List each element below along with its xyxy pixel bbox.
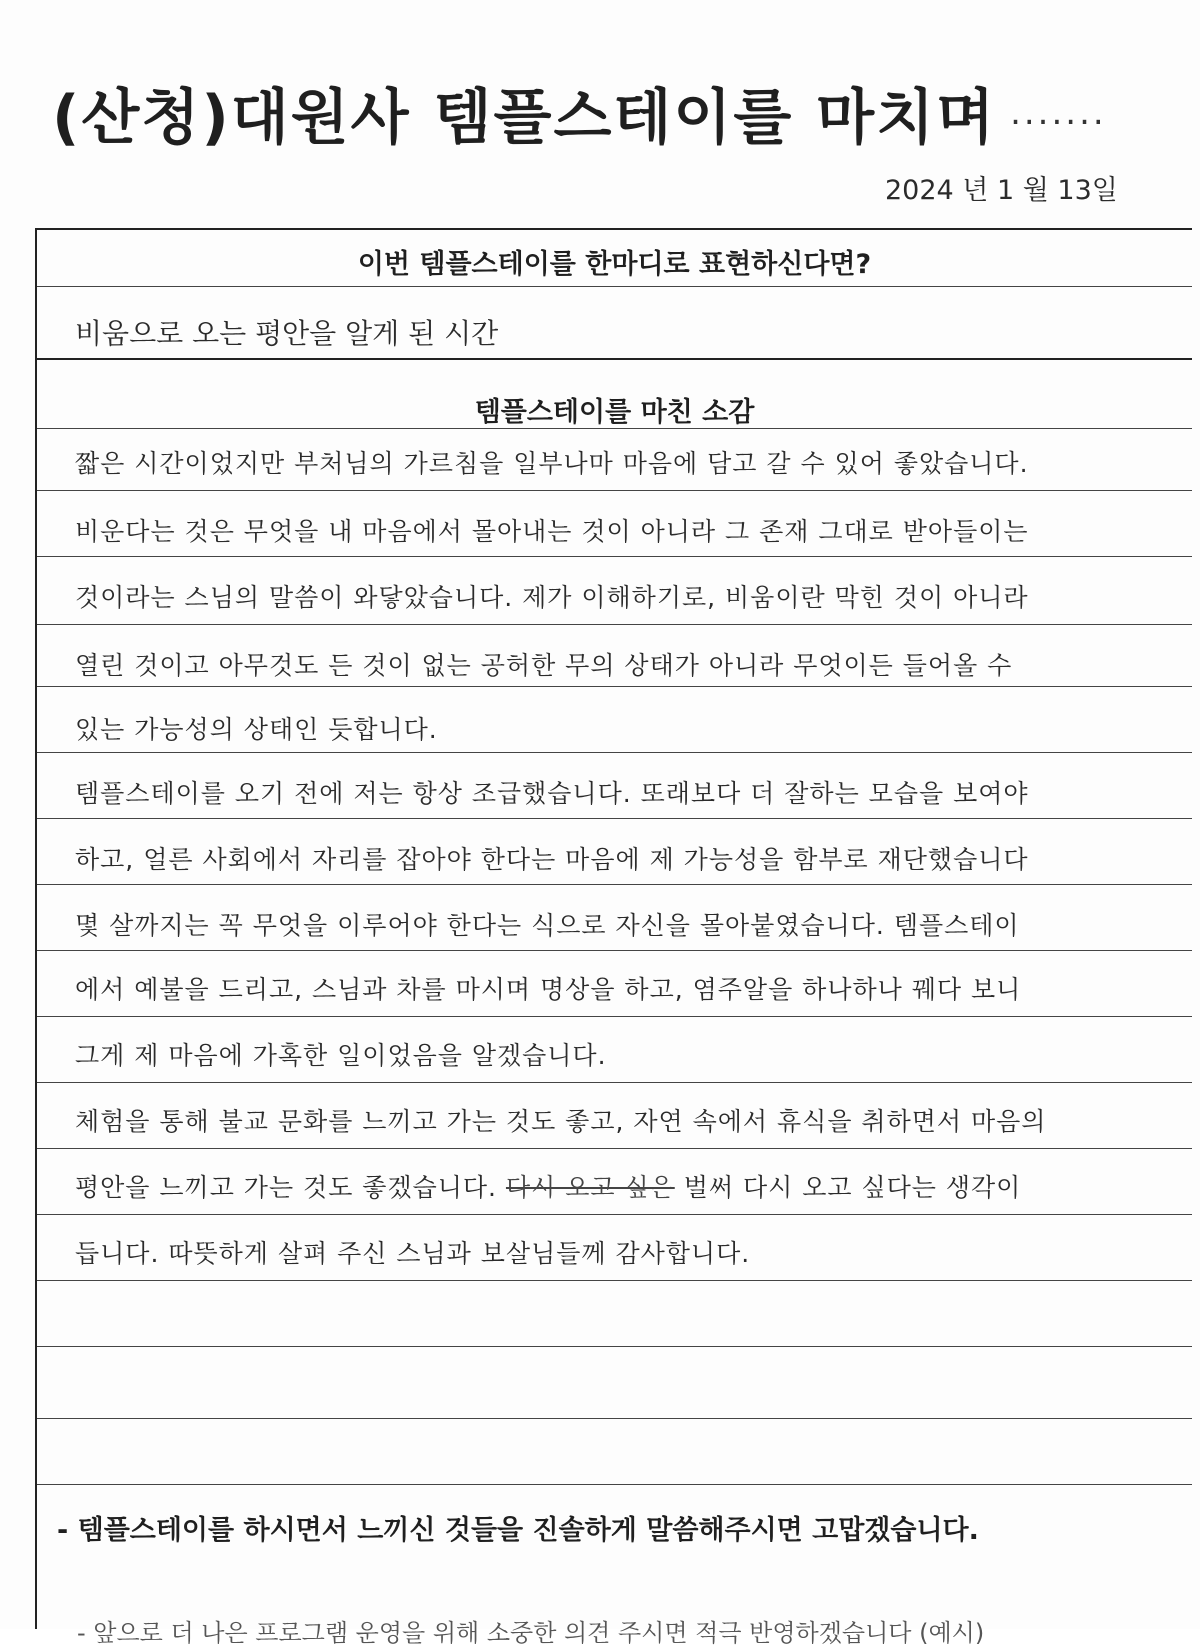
- rule-line: [37, 490, 1192, 491]
- impression-line: 하고, 얼른 사회에서 자리를 잡아야 한다는 마음에 제 가능성을 함부로 재단했습니다: [75, 845, 1029, 874]
- impression-text: 벌써 다시 오고 싶다는 생각이: [683, 1173, 1022, 1202]
- question-header: 이번 템플스테이를 한마디로 표현하신다면?: [357, 248, 872, 280]
- impression-line: 열린 것이고 아무것도 든 것이 없는 공허한 무의 상태가 아니라 무엇이든 들어올 수: [75, 651, 1013, 680]
- impressions-header: 템플스테이를 마친 소감: [474, 396, 755, 428]
- rule-line: [37, 752, 1192, 753]
- rule-line: [37, 686, 1192, 687]
- footer-instruction: - 템플스테이를 하시면서 느끼신 것들을 진솔하게 말씀해주시면 고맙겠습니다.: [57, 1515, 979, 1546]
- impression-line: 것이라는 스님의 말씀이 와닿았습니다. 제가 이해하기로, 비움이란 막힌 것이 아니라: [75, 583, 1029, 612]
- struck-out-text: 다시 오고 싶은: [505, 1173, 675, 1202]
- impression-line: 체험을 통해 불교 문화를 느끼고 가는 것도 좋고, 자연 속에서 휴식을 취하면서 마음의: [75, 1107, 1047, 1136]
- impression-line: 있는 가능성의 상태인 듯합니다.: [75, 715, 438, 744]
- rule-line: [37, 818, 1192, 819]
- impression-line: 몇 살까지는 꼭 무엇을 이루어야 한다는 식으로 자신을 몰아붙였습니다. 템플스테이: [75, 911, 1020, 940]
- impression-line: 에서 예불을 드리고, 스님과 차를 마시며 명상을 하고, 염주알을 하나하나 꿰다 보니: [75, 975, 1022, 1004]
- rule-line: [37, 1418, 1192, 1419]
- rule-line: [37, 1280, 1192, 1281]
- date-line: 2024 년 1 월 13일: [885, 175, 1118, 206]
- footer-cut-off-line: - 앞으로 더 나은 프로그램 운영을 위해 소중한 의견 주시면 적극 반영하겠습니다 (예시): [77, 1619, 985, 1647]
- one-phrase-answer: 비움으로 오는 평안을 알게 된 시간: [75, 317, 499, 350]
- rule-line: [37, 624, 1192, 625]
- rule-line: [37, 1148, 1192, 1149]
- impression-line: 짧은 시간이었지만 부처님의 가르침을 일부나마 마음에 담고 갈 수 있어 좋았습니다.: [75, 449, 1029, 478]
- form-table: [35, 228, 1192, 1647]
- rule-line: [37, 1214, 1192, 1215]
- rule-line: [37, 1346, 1192, 1347]
- form-title-dots: .......: [1010, 93, 1107, 133]
- rule-line: [37, 1016, 1192, 1017]
- form-title: [52, 68, 1192, 158]
- impression-text: 평안을 느끼고 가는 것도 좋겠습니다.: [75, 1173, 497, 1202]
- rule-line: [37, 556, 1192, 557]
- rule-line: [37, 950, 1192, 951]
- impression-line: 비운다는 것은 무엇을 내 마음에서 몰아내는 것이 아니라 그 존재 그대로 받아들이는: [75, 517, 1029, 546]
- rule-line: [37, 428, 1192, 429]
- rule-line: [37, 358, 1192, 360]
- rule-line: [37, 884, 1192, 885]
- rule-line: [37, 1484, 1192, 1485]
- impression-line: 그게 제 마음에 가혹한 일이었음을 알겠습니다.: [75, 1041, 607, 1070]
- form-title-text: (산청)대원사 템플스테이를 마치며: [52, 83, 997, 153]
- rule-line: [37, 1082, 1192, 1083]
- impression-line: [75, 1168, 1021, 1204]
- rule-line: [37, 286, 1192, 287]
- impression-line: 듭니다. 따뜻하게 살펴 주신 스님과 보살님들께 감사합니다.: [75, 1239, 751, 1268]
- impression-line: 템플스테이를 오기 전에 저는 항상 조급했습니다. 또래보다 더 잘하는 모습을 보여야: [75, 779, 1029, 808]
